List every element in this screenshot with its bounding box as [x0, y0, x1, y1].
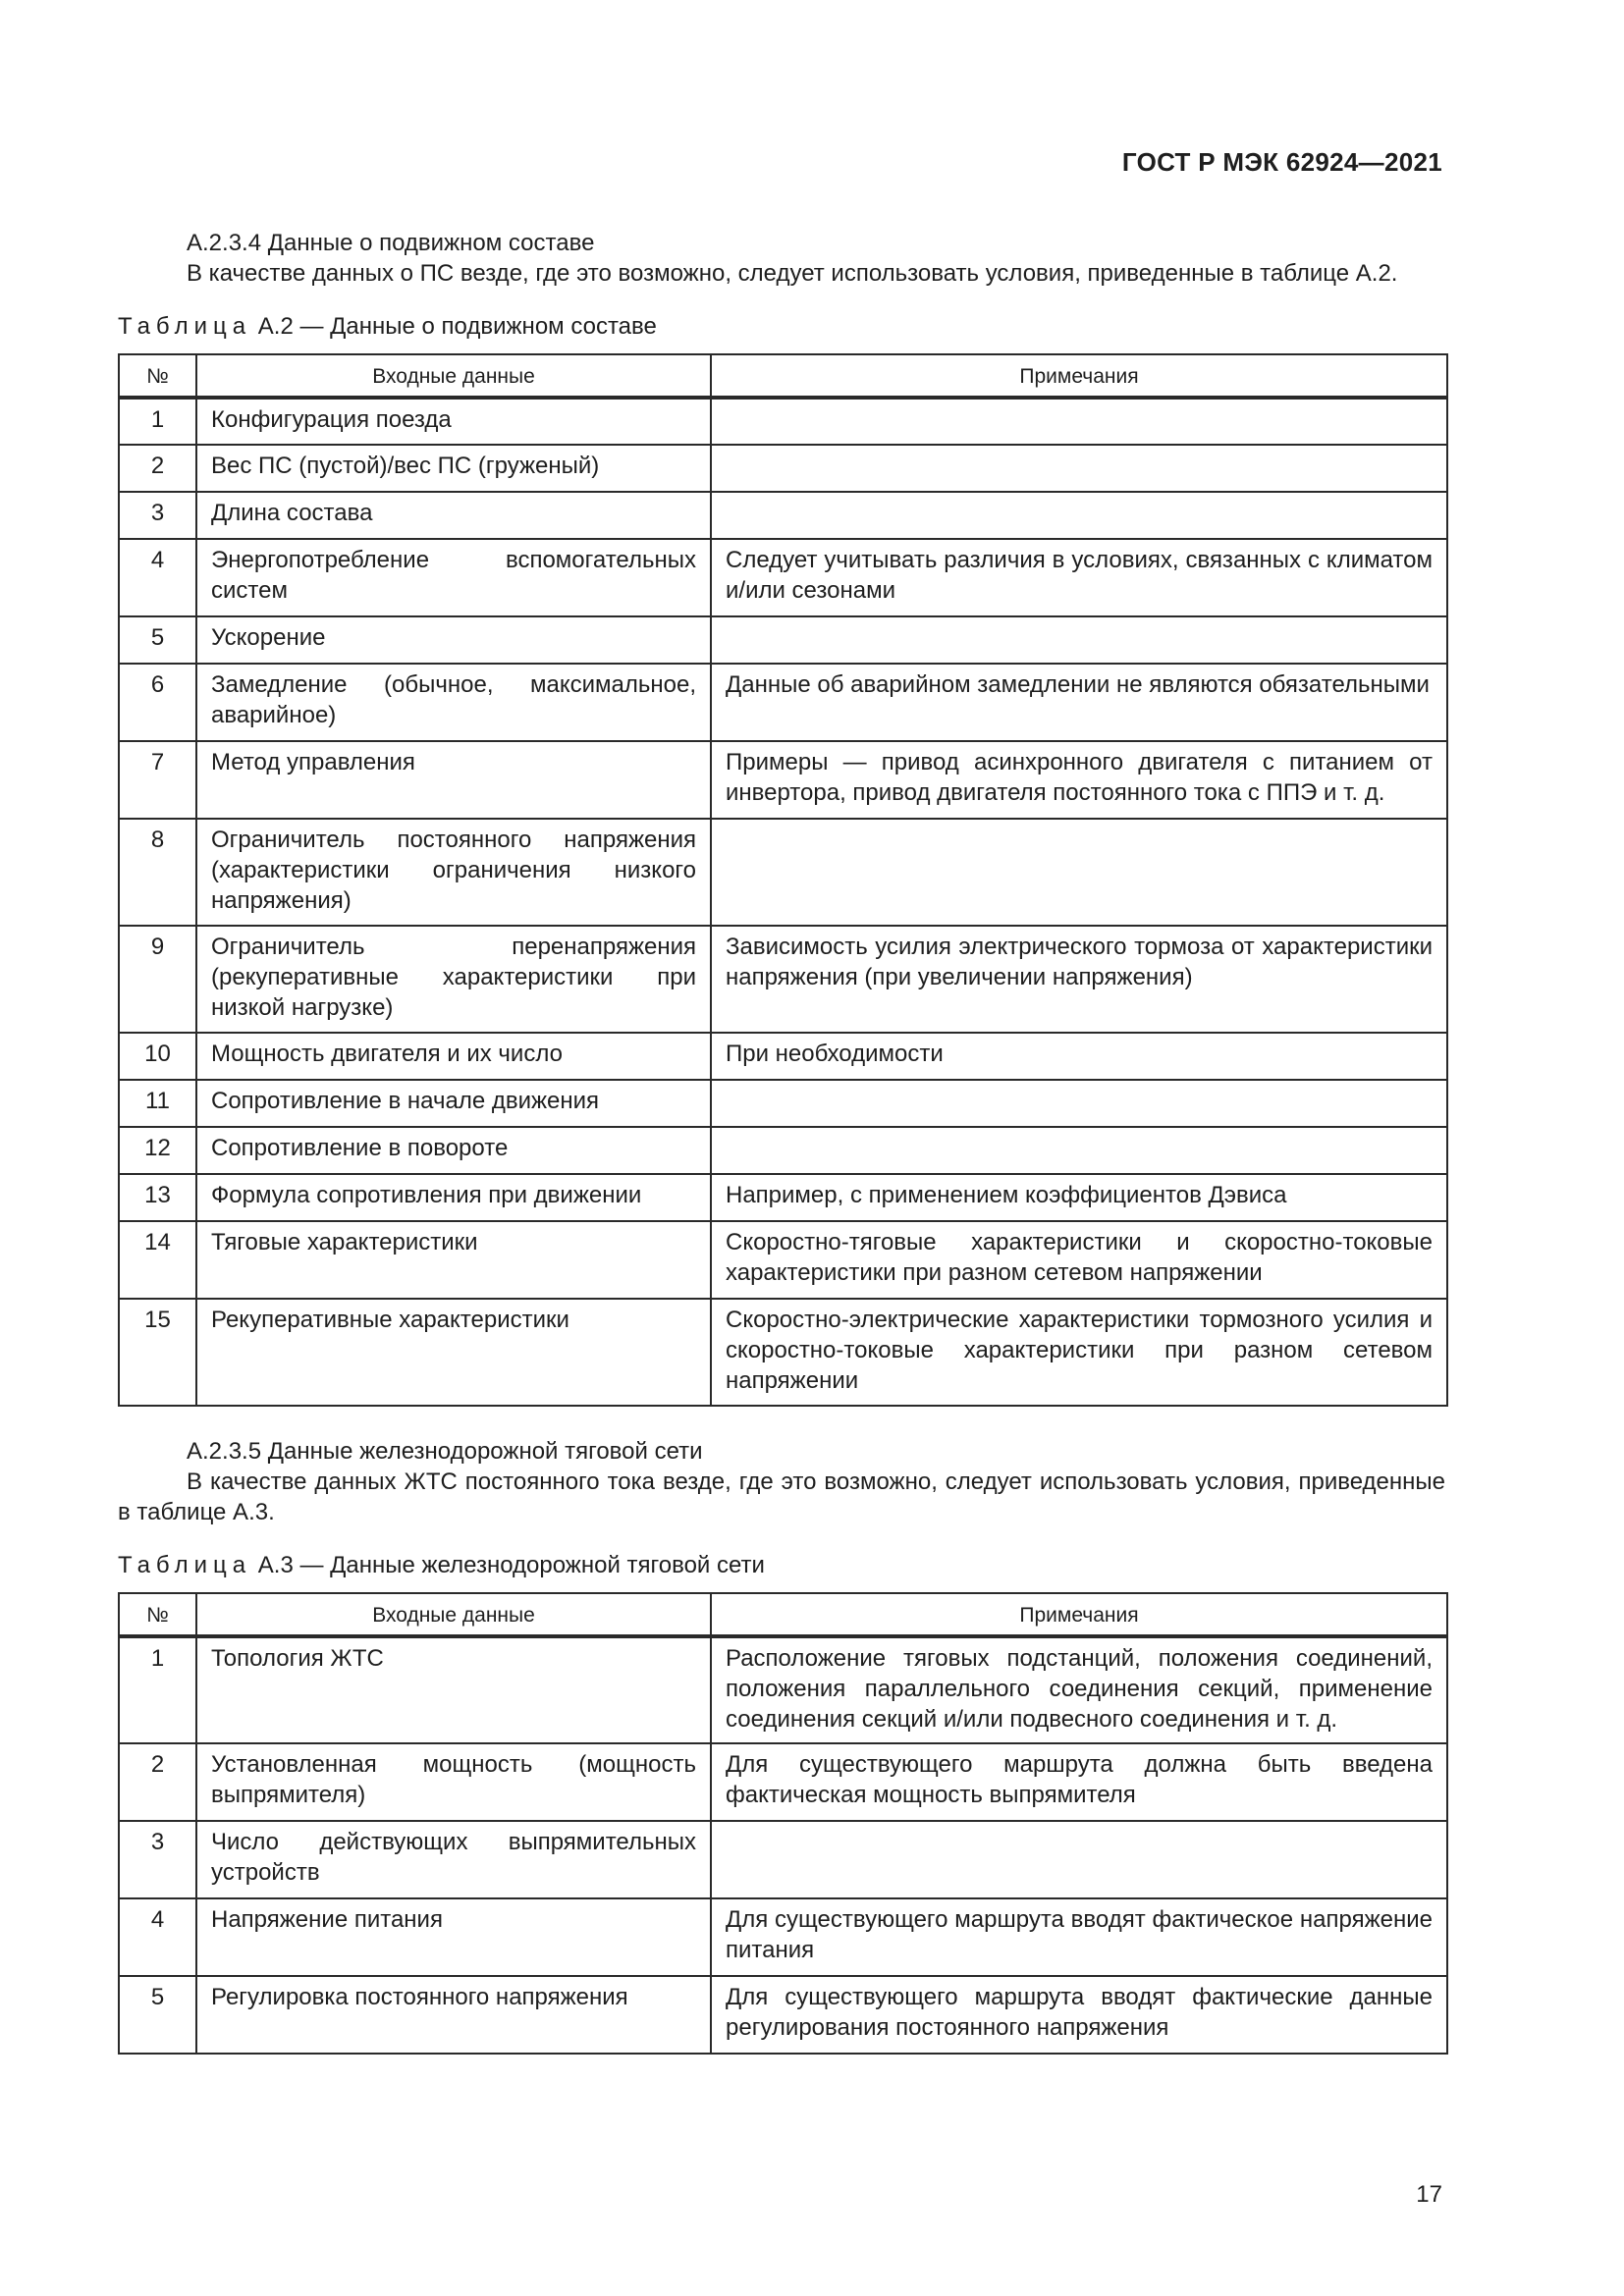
note-cell: Расположение тяговых подстанций, положения соединений, положения параллельного соединения секций, применение соединения секций и/или подвесного соединения и т. д.: [711, 1636, 1447, 1743]
table-a3-header-row: [119, 1593, 1447, 1636]
note-cell: Для существующего маршрута вводят фактическое напряжение питания: [711, 1898, 1447, 1976]
section-a235-heading: А.2.3.5 Данные железнодорожной тяговой сети: [187, 1438, 703, 1465]
table-row: [119, 1898, 1447, 1976]
table-row: [119, 616, 1447, 664]
page-number: 17: [1416, 2181, 1442, 2208]
table-row: [119, 1080, 1447, 1127]
table-a2: [118, 353, 1448, 1407]
row-number: 5: [119, 616, 196, 664]
input-cell: Сопротивление в повороте: [196, 1127, 711, 1174]
table-a2-header-row: [119, 354, 1447, 398]
table-row: [119, 819, 1447, 926]
row-number: 13: [119, 1174, 196, 1221]
input-cell: Ограничитель постоянного напряжения (характеристики ограничения низкого напряжения): [196, 819, 711, 926]
row-number: 12: [119, 1127, 196, 1174]
row-number: 1: [119, 1636, 196, 1743]
row-number: 4: [119, 1898, 196, 1976]
row-number: 2: [119, 1743, 196, 1821]
table-a2-caption: [118, 311, 657, 342]
section-a234: [118, 228, 1445, 289]
input-cell: Вес ПС (пустой)/вес ПС (груженый): [196, 445, 711, 492]
table-a3-caption-label: Таблица: [118, 1552, 252, 1578]
table-row: [119, 1127, 1447, 1174]
table-row: [119, 1821, 1447, 1898]
note-cell: Для существующего маршрута должна быть введена фактическая мощность выпрямителя: [711, 1743, 1447, 1821]
note-cell: [711, 819, 1447, 926]
row-number: 4: [119, 539, 196, 616]
column-header-number: №: [119, 1593, 196, 1636]
input-cell: Напряжение питания: [196, 1898, 711, 1976]
note-cell: [711, 492, 1447, 539]
note-cell: Для существующего маршрута вводят фактические данные регулирования постоянного напряжения: [711, 1976, 1447, 2054]
table-row: [119, 492, 1447, 539]
table-row: [119, 398, 1447, 445]
note-cell: [711, 1821, 1447, 1898]
table-a3-caption-title: А.3 — Данные железнодорожной тяговой сети: [251, 1552, 765, 1578]
row-number: 3: [119, 1821, 196, 1898]
note-cell: Скоростно-электрические характеристики тормозного усилия и скоростно-токовые характеристики при разном сетевом напряжении: [711, 1299, 1447, 1406]
note-cell: Данные об аварийном замедлении не являются обязательными: [711, 664, 1447, 741]
row-number: 14: [119, 1221, 196, 1299]
row-number: 2: [119, 445, 196, 492]
row-number: 10: [119, 1033, 196, 1080]
input-cell: Ускорение: [196, 616, 711, 664]
input-cell: Энергопотребление вспомогательных систем: [196, 539, 711, 616]
table-a3: [118, 1592, 1448, 2055]
column-header-number: №: [119, 354, 196, 398]
row-number: 1: [119, 398, 196, 445]
column-header-notes: Примечания: [711, 1593, 1447, 1636]
input-cell: Топология ЖТС: [196, 1636, 711, 1743]
row-number: 15: [119, 1299, 196, 1406]
input-cell: Конфигурация поезда: [196, 398, 711, 445]
table-row: [119, 1221, 1447, 1299]
input-cell: Сопротивление в начале движения: [196, 1080, 711, 1127]
note-cell: Примеры — привод асинхронного двигателя с питанием от инвертора, привод двигателя постоянного тока с ППЭ и т. д.: [711, 741, 1447, 819]
note-cell: Следует учитывать различия в условиях, связанных с климатом и/или сезонами: [711, 539, 1447, 616]
table-row: [119, 1976, 1447, 2054]
section-a234-text: В качестве данных о ПС везде, где это возможно, следует использовать условия, приведенные в таблице А.2.: [187, 260, 1398, 287]
note-cell: Зависимость усилия электрического тормоза от характеристики напряжения (при увеличении напряжения): [711, 926, 1447, 1033]
note-cell: [711, 445, 1447, 492]
row-number: 7: [119, 741, 196, 819]
note-cell: При необходимости: [711, 1033, 1447, 1080]
row-number: 5: [119, 1976, 196, 2054]
input-cell: Число действующих выпрямительных устройств: [196, 1821, 711, 1898]
document-code: ГОСТ Р МЭК 62924—2021: [1121, 147, 1442, 177]
section-a235: [118, 1436, 1445, 1527]
column-header-input: Входные данные: [196, 1593, 711, 1636]
table-a2-caption-label: Таблица: [118, 313, 252, 340]
section-a235-text: В качестве данных ЖТС постоянного тока везде, где это возможно, следует использовать условия, приведенные в таблице А.3.: [118, 1468, 1445, 1525]
column-header-input: Входные данные: [196, 354, 711, 398]
input-cell: Метод управления: [196, 741, 711, 819]
note-cell: [711, 1127, 1447, 1174]
input-cell: Ограничитель перенапряжения (рекуперативные характеристики при низкой нагрузке): [196, 926, 711, 1033]
row-number: 11: [119, 1080, 196, 1127]
table-row: [119, 741, 1447, 819]
note-cell: Скоростно-тяговые характеристики и скоростно-токовые характеристики при разном сетевом напряжении: [711, 1221, 1447, 1299]
table-row: [119, 1636, 1447, 1743]
input-cell: Рекуперативные характеристики: [196, 1299, 711, 1406]
input-cell: Тяговые характеристики: [196, 1221, 711, 1299]
note-cell: [711, 616, 1447, 664]
table-row: [119, 926, 1447, 1033]
input-cell: Установленная мощность (мощность выпрямителя): [196, 1743, 711, 1821]
table-a3-caption: [118, 1550, 765, 1580]
table-row: [119, 1299, 1447, 1406]
table-row: [119, 445, 1447, 492]
table-row: [119, 1033, 1447, 1080]
input-cell: Мощность двигателя и их число: [196, 1033, 711, 1080]
row-number: 3: [119, 492, 196, 539]
section-a234-heading: А.2.3.4 Данные о подвижном составе: [187, 230, 595, 256]
table-a2-caption-title: А.2 — Данные о подвижном составе: [251, 313, 657, 340]
note-cell: [711, 398, 1447, 445]
row-number: 6: [119, 664, 196, 741]
table-row: [119, 664, 1447, 741]
row-number: 8: [119, 819, 196, 926]
row-number: 9: [119, 926, 196, 1033]
column-header-notes: Примечания: [711, 354, 1447, 398]
input-cell: Длина состава: [196, 492, 711, 539]
table-row: [119, 539, 1447, 616]
note-cell: Например, с применением коэффициентов Дэвиса: [711, 1174, 1447, 1221]
input-cell: Регулировка постоянного напряжения: [196, 1976, 711, 2054]
table-row: [119, 1743, 1447, 1821]
input-cell: Формула сопротивления при движении: [196, 1174, 711, 1221]
table-row: [119, 1174, 1447, 1221]
note-cell: [711, 1080, 1447, 1127]
input-cell: Замедление (обычное, максимальное, аварийное): [196, 664, 711, 741]
